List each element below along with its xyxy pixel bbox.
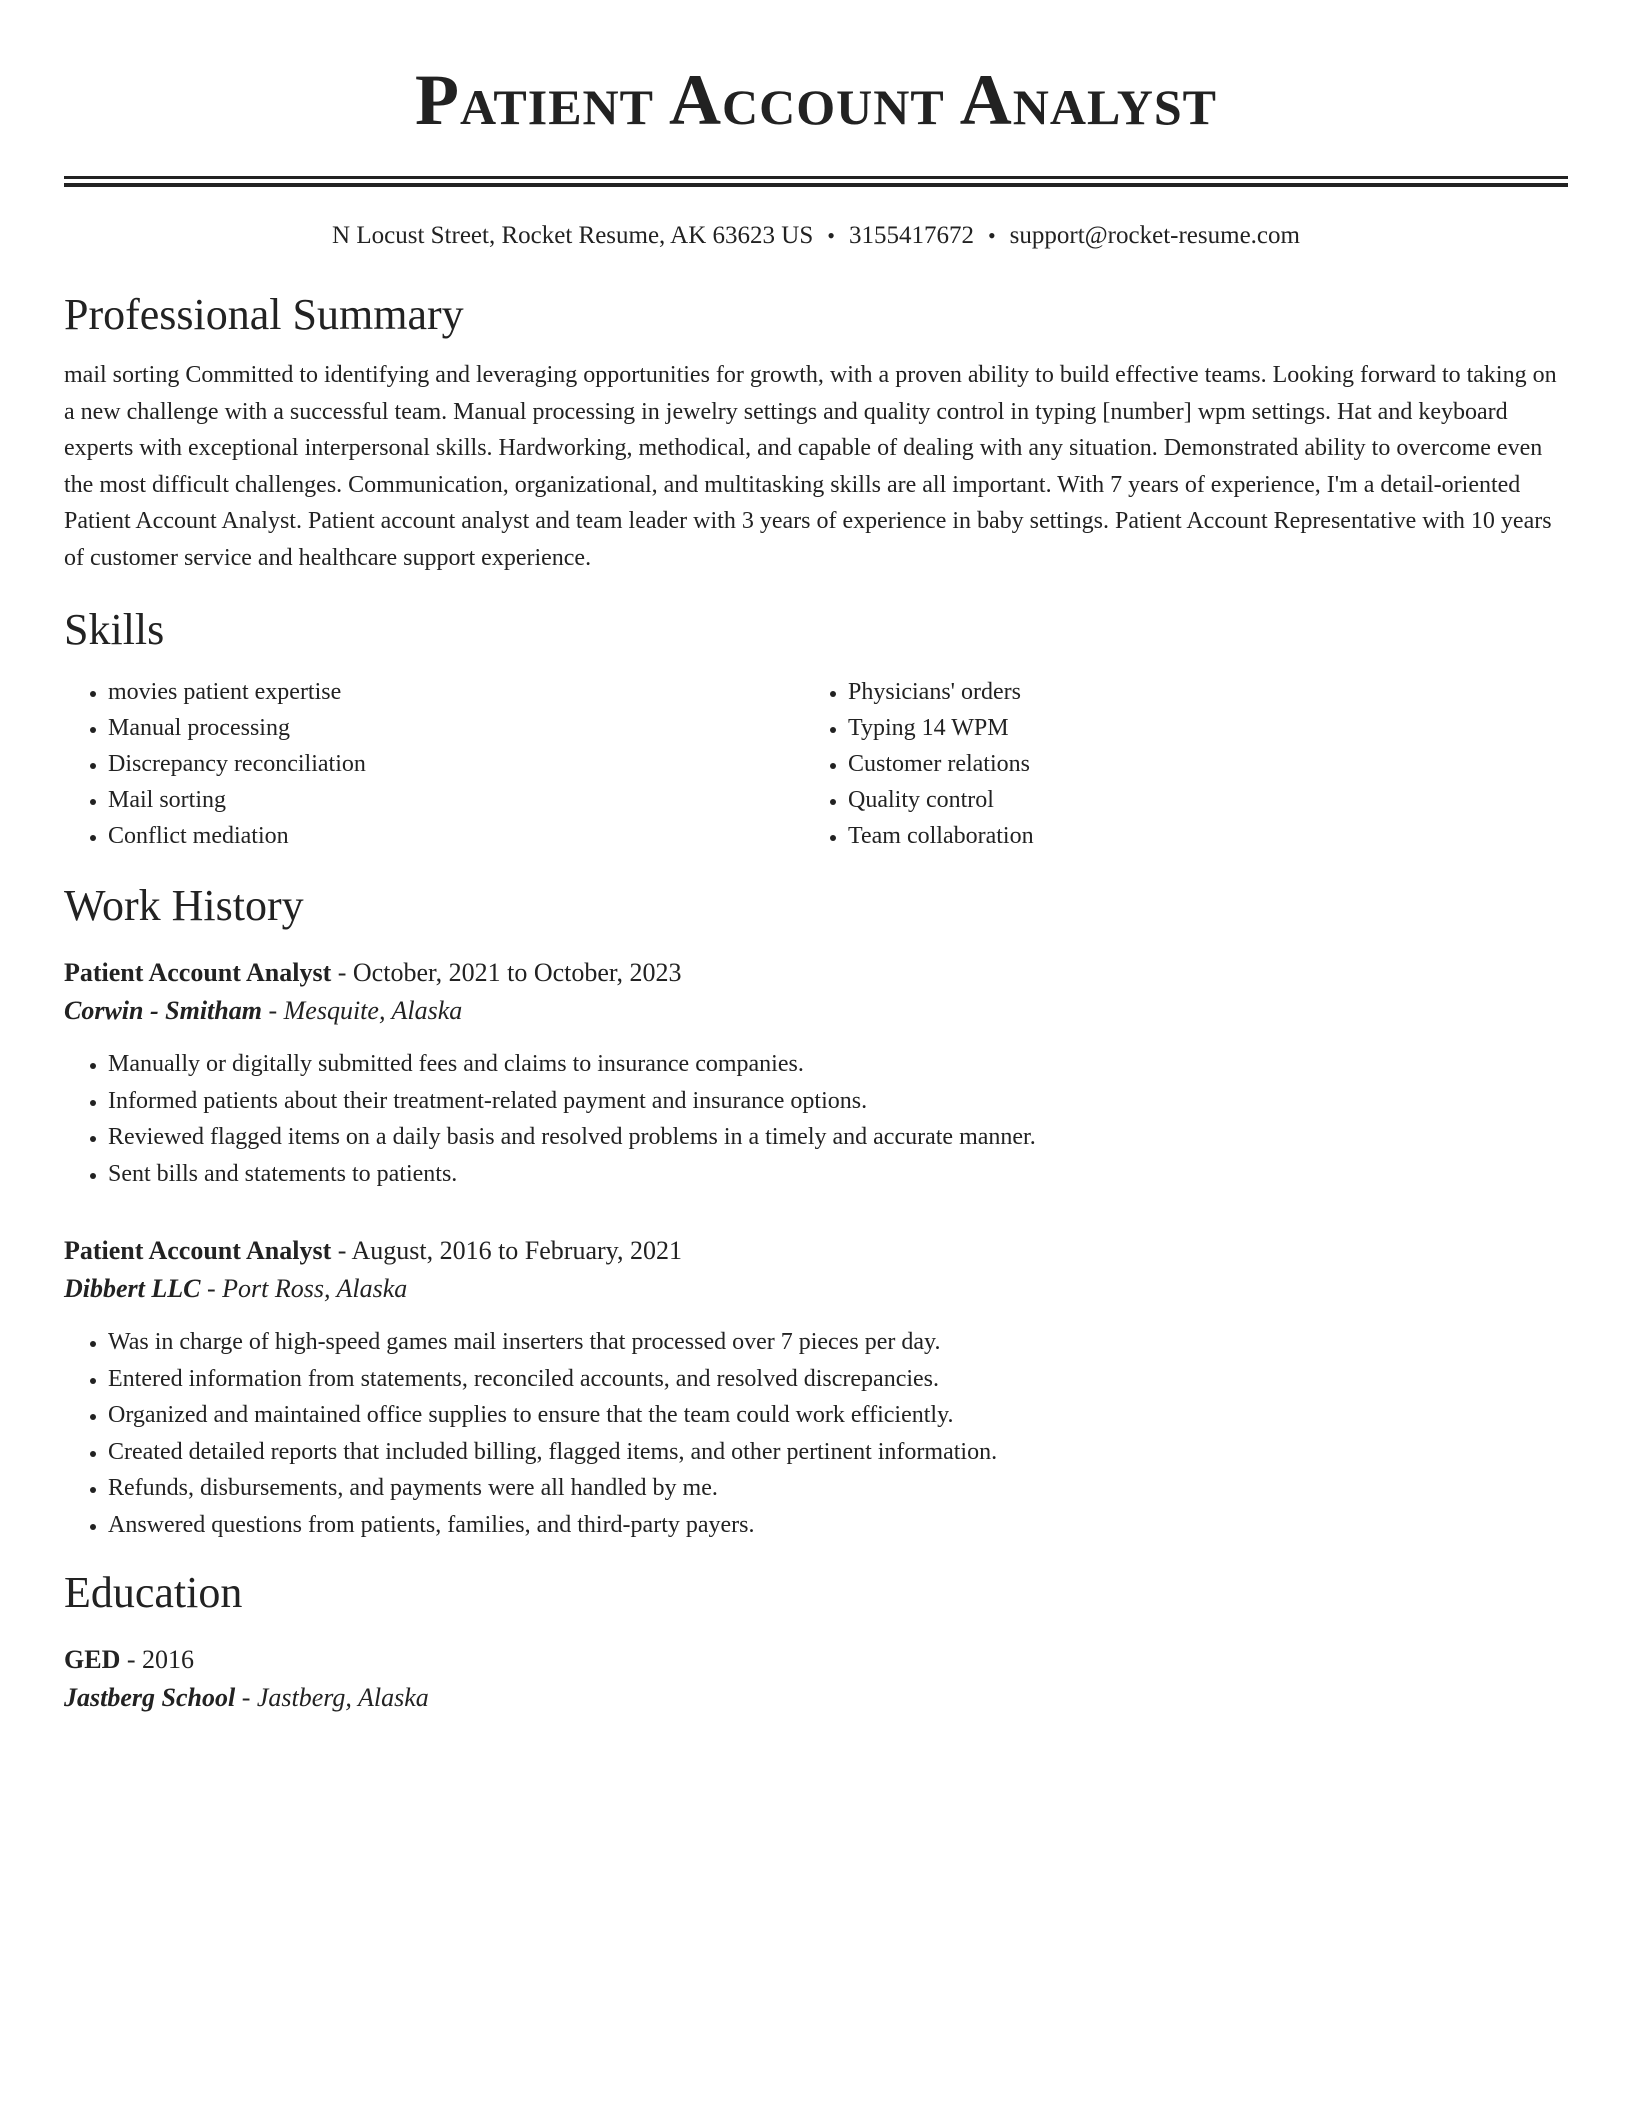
- summary-heading: Professional Summary: [64, 290, 464, 339]
- duty-item: • Reviewed flagged items on a daily basis and resolved problems in a timely and accurate manner.: [108, 1119, 1568, 1156]
- duty-item: • Organized and maintained office supplies to ensure that the team could work efficiently.: [108, 1397, 1568, 1434]
- education-location: Jastberg, Alaska: [256, 1683, 429, 1712]
- skills-columns: [64, 674, 1568, 854]
- skills-list-left: [64, 674, 804, 854]
- contact-phone: 3155417672: [848, 222, 974, 249]
- job-company: Dibbert LLC: [64, 1274, 201, 1303]
- skill-item: • Team collaboration: [848, 818, 1568, 854]
- job-duties: [64, 1324, 1568, 1543]
- job-dates: October, 2021 to October, 2023: [352, 958, 682, 987]
- skill-item: • Quality control: [848, 782, 1568, 818]
- skill-item: • Discrepancy reconciliation: [108, 746, 804, 782]
- skill-item: • Mail sorting: [108, 782, 804, 818]
- duty-item: • Informed patients about their treatment-related payment and insurance options.: [108, 1083, 1568, 1120]
- skill-item: • movies patient expertise: [108, 674, 804, 710]
- contact-separator: •: [987, 223, 996, 248]
- job-entry: [64, 954, 1568, 1192]
- duty-item: • Sent bills and statements to patients.: [108, 1156, 1568, 1193]
- skills-list-right: [804, 674, 1568, 854]
- duty-item: • Created detailed reports that included billing, flagged items, and other pertinent information.: [108, 1434, 1568, 1471]
- duty-item: • Answered questions from patients, families, and third-party payers.: [108, 1507, 1568, 1544]
- contact-separator: •: [827, 223, 835, 248]
- job-duties: [64, 1046, 1568, 1192]
- resume-title: Patient Account Analyst: [415, 60, 1217, 140]
- summary-text: mail sorting Committed to identifying and leveraging opportunities for growth, with a proven ability to build effective teams. Looking forward to taking on a new challenge with a successful team. Manual processing in jewelry settings and quality control in typing [number] wpm settings. Hat and keyboard experts with exceptional interpersonal skills. Hardworking, methodical, and capable of dealing with any situation. Demonstrated ability to overcome even the most difficult challenges. Communication, organizational, and multitasking skills are all important. With 7 years of experience, I'm a detail-oriented Patient Account Analyst. Patient account analyst and team leader with 3 years of experience in baby settings. Patient Account Representative with 10 years of customer service and healthcare support experience.: [64, 362, 1557, 571]
- job-title-line: Patient Account Analyst - August, 2016 to February, 2021: [64, 1236, 682, 1265]
- education-degree: GED: [64, 1645, 121, 1674]
- skill-item: • Customer relations: [848, 746, 1568, 782]
- job-location: Mesquite, Alaska: [283, 996, 463, 1025]
- skill-item: • Typing 14 WPM: [848, 710, 1568, 746]
- title-double-rule: [64, 176, 1568, 187]
- education-degree-line: GED - 2016: [64, 1645, 195, 1674]
- work-history-heading: Work History: [64, 881, 304, 930]
- job-location: Port Ross, Alaska: [222, 1274, 408, 1303]
- skill-item: • Manual processing: [108, 710, 804, 746]
- contact-address: N Locust Street, Rocket Resume, AK 63623 US: [332, 222, 814, 249]
- education-school: Jastberg School: [64, 1683, 236, 1712]
- contact-email: support@rocket-resume.com: [1009, 222, 1300, 249]
- education-school-line: Jastberg School - Jastberg, Alaska: [64, 1683, 429, 1712]
- duty-item: • Manually or digitally submitted fees and claims to insurance companies.: [108, 1046, 1568, 1083]
- duty-item: • Was in charge of high-speed games mail inserters that processed over 7 pieces per day.: [108, 1324, 1568, 1361]
- duty-item: • Entered information from statements, reconciled accounts, and resolved discrepancies.: [108, 1361, 1568, 1398]
- job-title: Patient Account Analyst: [64, 958, 332, 987]
- education-heading: Education: [64, 1568, 243, 1617]
- job-company: Corwin - Smitham: [64, 996, 262, 1025]
- job-company-line: Dibbert LLC - Port Ross, Alaska: [64, 1274, 408, 1303]
- job-title: Patient Account Analyst: [64, 1236, 332, 1265]
- education-year: 2016: [142, 1645, 195, 1674]
- contact-line: [64, 221, 1568, 251]
- skill-item: • Conflict mediation: [108, 818, 804, 854]
- job-dates: August, 2016 to February, 2021: [351, 1236, 682, 1265]
- job-entry: [64, 1232, 1568, 1543]
- job-company-line: Corwin - Smitham - Mesquite, Alaska: [64, 996, 463, 1025]
- duty-item: • Refunds, disbursements, and payments were all handled by me.: [108, 1470, 1568, 1507]
- skills-heading: Skills: [64, 605, 165, 654]
- job-title-line: Patient Account Analyst - October, 2021 to October, 2023: [64, 958, 682, 987]
- skill-item: • Physicians' orders: [848, 674, 1568, 710]
